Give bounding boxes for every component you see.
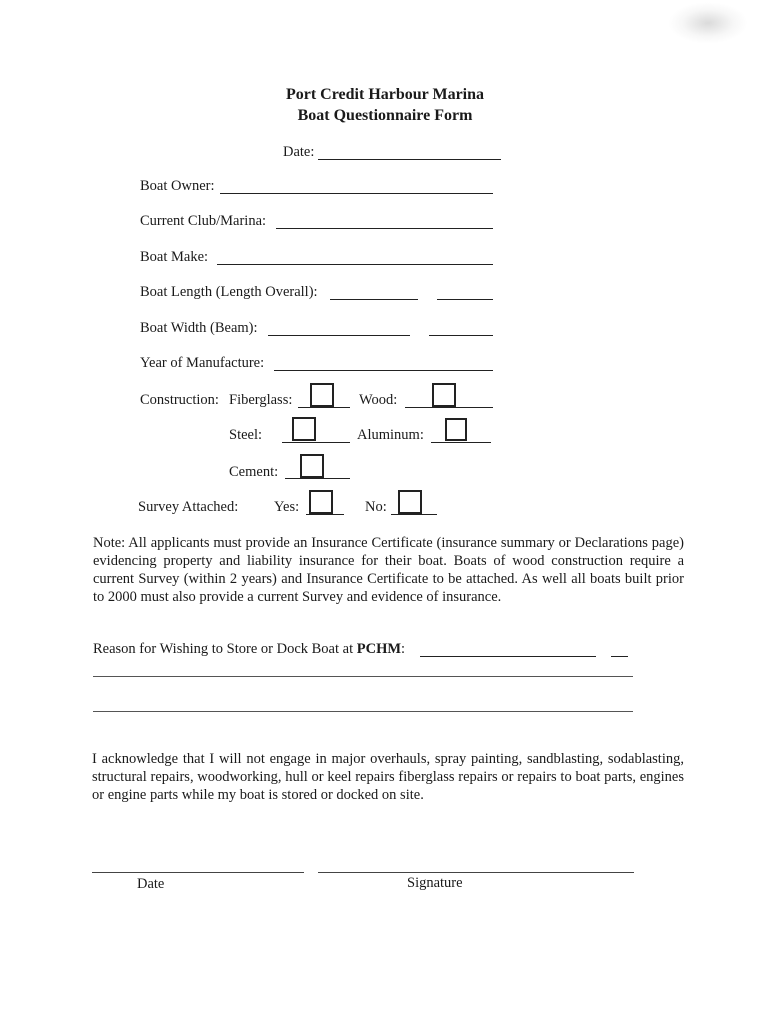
survey-label: Survey Attached: [138,499,239,515]
reason-field[interactable] [420,656,596,657]
reason-label [93,641,405,658]
year-label: Year of Manufacture: [140,355,265,371]
signature-label: Signature [407,875,463,891]
scan-smudge [668,2,748,44]
date-label: Date: [283,144,315,160]
date-signature-label: Date [137,876,165,892]
cement-line [285,478,350,479]
reason-field-end [611,656,628,657]
date-signature-line[interactable] [92,872,304,873]
make-label: Boat Make: [140,249,209,265]
wood-checkbox[interactable] [432,383,456,407]
form-subtitle: Boat Questionnaire Form [297,107,473,124]
aluminum-label: Aluminum: [357,427,424,443]
reason-line-3[interactable] [93,711,633,712]
width-field-units[interactable] [429,335,493,336]
reason-label-pchm: PCHM [356,641,402,657]
club-label: Current Club/Marina: [140,213,267,229]
year-field[interactable] [274,370,493,371]
cement-checkbox[interactable] [300,454,324,478]
survey-no-line [391,514,437,515]
survey-no-label: No: [365,499,387,515]
reason-label-colon: : [401,641,406,657]
survey-yes-label: Yes: [274,499,300,515]
steel-line [282,442,350,443]
club-field[interactable] [276,228,493,229]
owner-field[interactable] [220,193,493,194]
fiberglass-line [298,407,350,408]
reason-label-text: Reason for Wishing to Store or Dock Boat at [93,641,354,657]
wood-line [405,407,493,408]
reason-line-2[interactable] [93,676,633,677]
insurance-note: Note: All applicants must provide an Insurance Certificate (insurance summary or Declarations page) evidencing property and liability insurance for their boat. Boats of wood construction require a current Survey (within 2 years) and Insurance Certificate to be attached. As well all boats built prior to 2000 must also provide a current Survey and evidence of insurance. [93,535,684,605]
date-field[interactable] [318,159,501,160]
owner-label: Boat Owner: [140,178,215,194]
aluminum-checkbox[interactable] [445,418,467,441]
survey-yes-line [306,514,344,515]
aluminum-line [431,442,491,443]
make-field[interactable] [217,264,493,265]
length-field[interactable] [330,299,418,300]
length-label: Boat Length (Length Overall): [140,284,318,300]
wood-label: Wood: [359,392,398,408]
steel-checkbox[interactable] [292,417,316,441]
cement-label: Cement: [229,464,279,480]
fiberglass-checkbox[interactable] [310,383,334,407]
width-label: Boat Width (Beam): [140,320,258,336]
survey-yes-checkbox[interactable] [309,490,333,514]
survey-no-checkbox[interactable] [398,490,422,514]
steel-label: Steel: [229,427,263,443]
construction-label: Construction: [140,392,219,408]
fiberglass-label: Fiberglass: [229,392,293,408]
length-field-units[interactable] [437,299,493,300]
form-title: Port Credit Harbour Marina [285,86,485,103]
acknowledgement-text: I acknowledge that I will not engage in major overhauls, spray painting, sandblasting, sodablasting, structural repairs, woodworking, hull or keel repairs fiberglass repairs or repairs to boat parts, engines or engine parts while my boat is stored or docked on site. [92,751,684,803]
width-field[interactable] [268,335,410,336]
signature-line[interactable] [318,872,634,873]
